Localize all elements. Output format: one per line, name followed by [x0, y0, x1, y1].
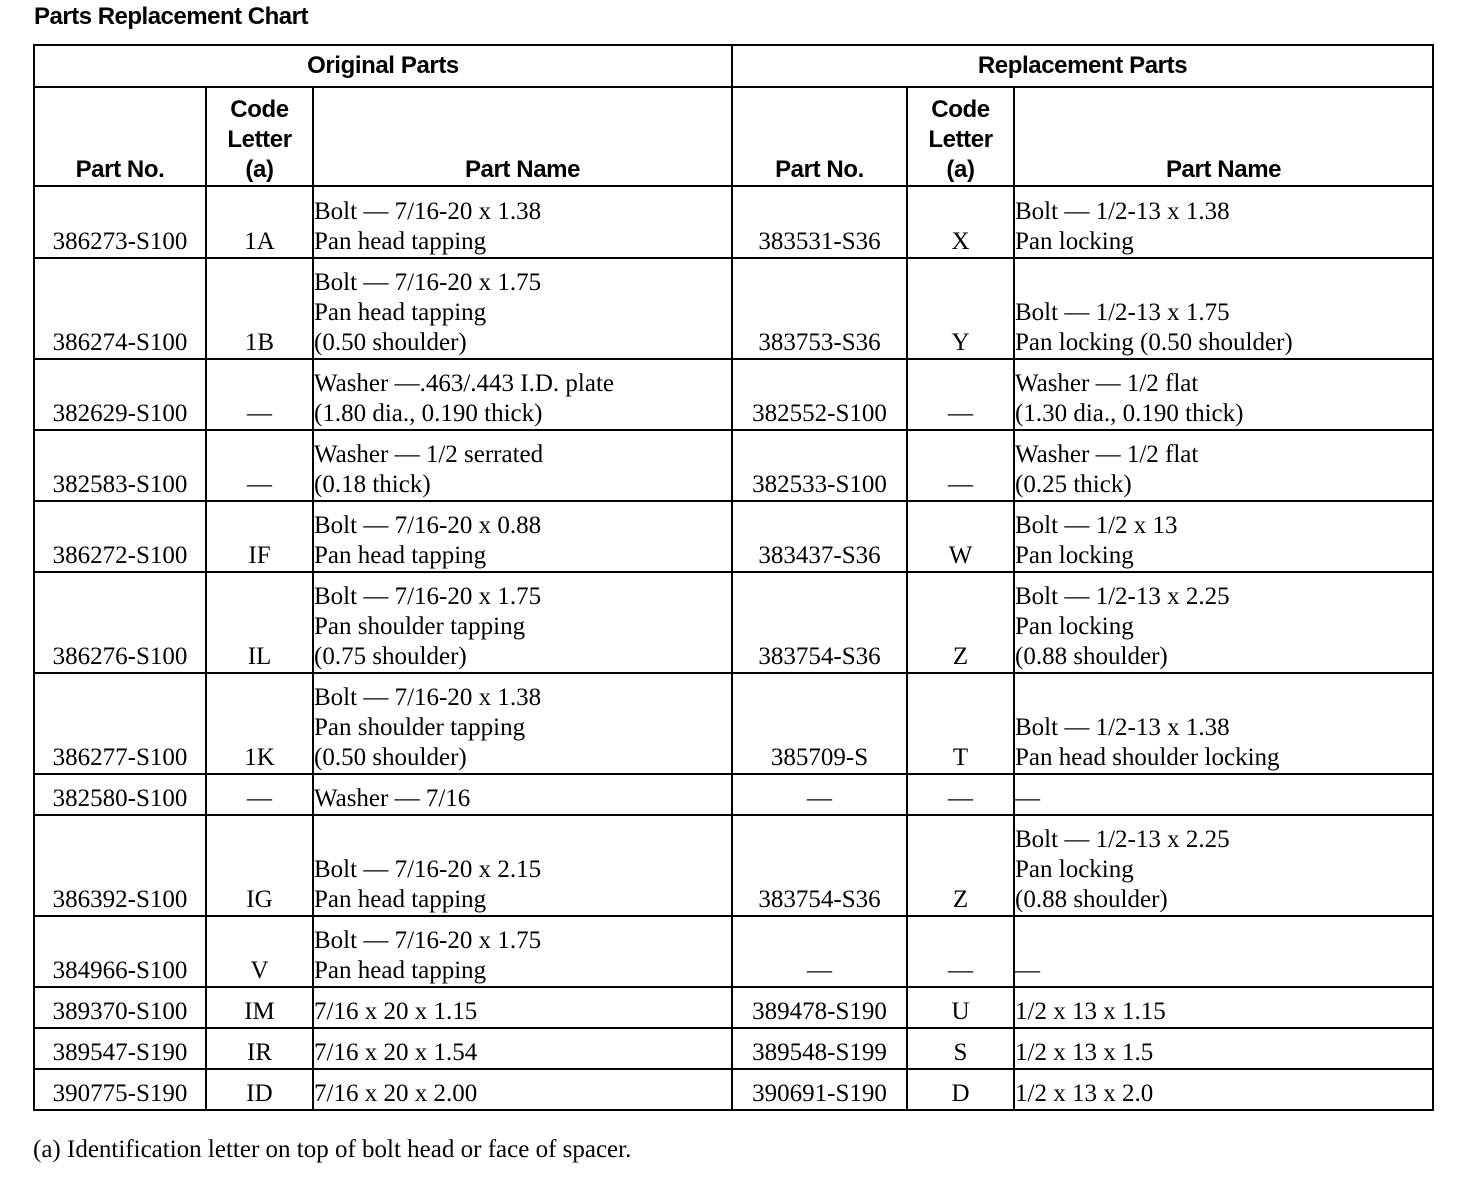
- original-part-name: [313, 430, 732, 501]
- part-name-line: (1.30 dia., 0.190 thick): [1015, 400, 1244, 427]
- part-name-line: 1/2 x 13 x 1.15: [1015, 998, 1166, 1025]
- part-name-line: Bolt — 7/16-20 x 0.88: [314, 512, 542, 539]
- replacement-part-no: 383437-S36: [732, 501, 907, 572]
- replacement-code-letter: W: [907, 501, 1014, 572]
- replacement-code-letter: —: [907, 916, 1014, 987]
- original-part-no: 386274-S100: [34, 258, 206, 359]
- part-name-line: Washer — 7/16: [314, 785, 471, 812]
- part-name-line: Pan locking: [1015, 228, 1134, 255]
- original-part-name: [313, 501, 732, 572]
- part-name-line: Bolt — 1/2-13 x 1.75: [1015, 299, 1230, 326]
- replacement-part-name: [1014, 359, 1433, 430]
- original-part-no: 389370-S100: [34, 987, 206, 1028]
- original-code-letter: IG: [206, 815, 313, 916]
- original-code-letter: IM: [206, 987, 313, 1028]
- part-name-line: 7/16 x 20 x 1.15: [314, 998, 478, 1025]
- part-name-line: (0.50 shoulder): [314, 329, 467, 356]
- original-code-letter: IR: [206, 1028, 313, 1069]
- replacement-code-letter: X: [907, 186, 1014, 258]
- replacement-part-no: 389478-S190: [732, 987, 907, 1028]
- part-name-line: (0.50 shoulder): [314, 744, 467, 771]
- original-part-no: 386273-S100: [34, 186, 206, 258]
- replacement-part-name: [1014, 501, 1433, 572]
- table-row: [34, 501, 1433, 572]
- replacement-part-name: [1014, 1028, 1433, 1069]
- part-name-line: 7/16 x 20 x 1.54: [314, 1039, 478, 1066]
- chart-title: Parts Replacement Chart: [34, 3, 308, 30]
- part-name-line: Bolt — 1/2-13 x 2.25: [1015, 583, 1230, 610]
- column-header-row: [34, 87, 1433, 186]
- code-letter-line: Code: [230, 96, 289, 123]
- original-part-name: [313, 572, 732, 673]
- original-part-no: 389547-S190: [34, 1028, 206, 1069]
- table-row: [34, 359, 1433, 430]
- code-letter-line: (a): [245, 156, 274, 183]
- replacement-code-letter: U: [907, 987, 1014, 1028]
- replacement-part-no: 382533-S100: [732, 430, 907, 501]
- original-code-letter: 1B: [206, 258, 313, 359]
- parts-replacement-table: [33, 44, 1434, 1111]
- replacement-part-no: 389548-S199: [732, 1028, 907, 1069]
- original-part-no: 382583-S100: [34, 430, 206, 501]
- part-name-line: Pan locking (0.50 shoulder): [1015, 329, 1293, 356]
- original-part-name: [313, 258, 732, 359]
- replacement-code-letter: Z: [907, 815, 1014, 916]
- replacement-code-letter: —: [907, 430, 1014, 501]
- original-part-name-header: Part Name: [313, 87, 732, 186]
- original-code-letter: V: [206, 916, 313, 987]
- code-letter-line: (a): [946, 156, 975, 183]
- replacement-code-letter: D: [907, 1069, 1014, 1110]
- original-part-name: [313, 815, 732, 916]
- table-row: [34, 1069, 1433, 1110]
- part-name-line: Pan shoulder tapping: [314, 613, 526, 640]
- code-letter-line: Code: [931, 96, 990, 123]
- replacement-part-no: 385709-S: [732, 673, 907, 774]
- original-parts-header: Original Parts: [34, 45, 732, 87]
- table-row: [34, 572, 1433, 673]
- part-name-line: Pan locking: [1015, 542, 1134, 569]
- table-row: [34, 916, 1433, 987]
- replacement-part-no: —: [732, 774, 907, 815]
- part-name-line: Washer —.463/.443 I.D. plate: [314, 370, 614, 397]
- replacement-part-no-header: Part No.: [732, 87, 907, 186]
- part-name-line: Bolt — 7/16-20 x 1.75: [314, 927, 542, 954]
- part-name-line: Bolt — 1/2-13 x 2.25: [1015, 826, 1230, 853]
- part-name-line: Pan shoulder tapping: [314, 714, 526, 741]
- original-part-name: [313, 987, 732, 1028]
- part-name-line: Pan head tapping: [314, 299, 487, 326]
- part-name-line: Bolt — 1/2 x 13: [1015, 512, 1178, 539]
- part-name-line: Washer — 1/2 flat: [1015, 441, 1199, 468]
- part-name-line: Pan head tapping: [314, 228, 487, 255]
- replacement-code-letter: Z: [907, 572, 1014, 673]
- original-part-name: [313, 359, 732, 430]
- replacement-part-no: 390691-S190: [732, 1069, 907, 1110]
- original-part-no: 386276-S100: [34, 572, 206, 673]
- part-name-line: (0.25 thick): [1015, 471, 1132, 498]
- replacement-part-no: 383531-S36: [732, 186, 907, 258]
- replacement-parts-header: Replacement Parts: [732, 45, 1433, 87]
- part-name-line: Bolt — 1/2-13 x 1.38: [1015, 714, 1230, 741]
- original-code-letter: —: [206, 430, 313, 501]
- replacement-part-name: [1014, 673, 1433, 774]
- table-row: [34, 673, 1433, 774]
- original-part-no: 386272-S100: [34, 501, 206, 572]
- part-name-line: (0.88 shoulder): [1015, 886, 1168, 913]
- original-part-no: 386392-S100: [34, 815, 206, 916]
- table-row: [34, 186, 1433, 258]
- original-code-letter: IF: [206, 501, 313, 572]
- part-name-line: Pan head tapping: [314, 542, 487, 569]
- original-part-no: 390775-S190: [34, 1069, 206, 1110]
- replacement-code-letter-header: [907, 87, 1014, 186]
- code-letter-line: Letter: [227, 126, 292, 153]
- original-part-no: 382629-S100: [34, 359, 206, 430]
- replacement-part-name: [1014, 186, 1433, 258]
- part-name-line: (0.75 shoulder): [314, 643, 467, 670]
- original-part-no: 382580-S100: [34, 774, 206, 815]
- original-code-letter-header: [206, 87, 313, 186]
- part-name-line: Bolt — 7/16-20 x 1.38: [314, 198, 542, 225]
- replacement-code-letter: S: [907, 1028, 1014, 1069]
- part-name-line: Washer — 1/2 flat: [1015, 370, 1199, 397]
- table-row: [34, 987, 1433, 1028]
- part-name-line: (0.88 shoulder): [1015, 643, 1168, 670]
- original-code-letter: IL: [206, 572, 313, 673]
- part-name-line: 1/2 x 13 x 1.5: [1015, 1039, 1154, 1066]
- replacement-part-name-header: Part Name: [1014, 87, 1433, 186]
- part-name-line: Pan head tapping: [314, 886, 487, 913]
- replacement-part-no: 383754-S36: [732, 815, 907, 916]
- table-row: [34, 815, 1433, 916]
- original-part-name: [313, 1028, 732, 1069]
- table-row: [34, 774, 1433, 815]
- original-code-letter: —: [206, 359, 313, 430]
- replacement-code-letter: T: [907, 673, 1014, 774]
- part-name-line: Bolt — 7/16-20 x 1.75: [314, 583, 542, 610]
- table-row: [34, 1028, 1433, 1069]
- replacement-part-name: [1014, 774, 1433, 815]
- original-part-no-header: Part No.: [34, 87, 206, 186]
- replacement-code-letter: Y: [907, 258, 1014, 359]
- part-name-line: (0.18 thick): [314, 471, 431, 498]
- original-code-letter: 1K: [206, 673, 313, 774]
- original-part-name: [313, 774, 732, 815]
- part-name-line: Pan locking: [1015, 856, 1134, 883]
- replacement-part-name: [1014, 258, 1433, 359]
- replacement-part-name: [1014, 916, 1433, 987]
- part-name-line: Bolt — 7/16-20 x 1.38: [314, 684, 542, 711]
- part-name-line: Pan locking: [1015, 613, 1134, 640]
- table-row: [34, 430, 1433, 501]
- part-name-line: 7/16 x 20 x 2.00: [314, 1080, 478, 1107]
- replacement-code-letter: —: [907, 774, 1014, 815]
- replacement-part-name: [1014, 815, 1433, 916]
- replacement-part-name: [1014, 1069, 1433, 1110]
- part-name-line: Bolt — 7/16-20 x 2.15: [314, 856, 542, 883]
- part-name-line: Bolt — 1/2-13 x 1.38: [1015, 198, 1230, 225]
- original-part-no: 384966-S100: [34, 916, 206, 987]
- original-code-letter: ID: [206, 1069, 313, 1110]
- footnote: (a) Identification letter on top of bolt head or face of spacer.: [33, 1136, 632, 1163]
- replacement-part-no: 383754-S36: [732, 572, 907, 673]
- original-part-no: 386277-S100: [34, 673, 206, 774]
- original-code-letter: 1A: [206, 186, 313, 258]
- parts-table-body: [34, 186, 1433, 1110]
- replacement-part-name: [1014, 430, 1433, 501]
- replacement-part-name: [1014, 987, 1433, 1028]
- replacement-part-name: [1014, 572, 1433, 673]
- group-header-row: [34, 45, 1433, 87]
- part-name-line: —: [1015, 957, 1040, 984]
- part-name-line: —: [1015, 785, 1040, 812]
- part-name-line: Bolt — 7/16-20 x 1.75: [314, 269, 542, 296]
- original-part-name: [313, 673, 732, 774]
- original-part-name: [313, 186, 732, 258]
- table-row: [34, 258, 1433, 359]
- replacement-part-no: 383753-S36: [732, 258, 907, 359]
- part-name-line: Washer — 1/2 serrated: [314, 441, 544, 468]
- replacement-part-no: 382552-S100: [732, 359, 907, 430]
- original-part-name: [313, 916, 732, 987]
- part-name-line: Pan head shoulder locking: [1015, 744, 1280, 771]
- code-letter-line: Letter: [928, 126, 993, 153]
- part-name-line: Pan head tapping: [314, 957, 487, 984]
- original-part-name: [313, 1069, 732, 1110]
- replacement-part-no: —: [732, 916, 907, 987]
- part-name-line: 1/2 x 13 x 2.0: [1015, 1080, 1154, 1107]
- part-name-line: (1.80 dia., 0.190 thick): [314, 400, 543, 427]
- original-code-letter: —: [206, 774, 313, 815]
- replacement-code-letter: —: [907, 359, 1014, 430]
